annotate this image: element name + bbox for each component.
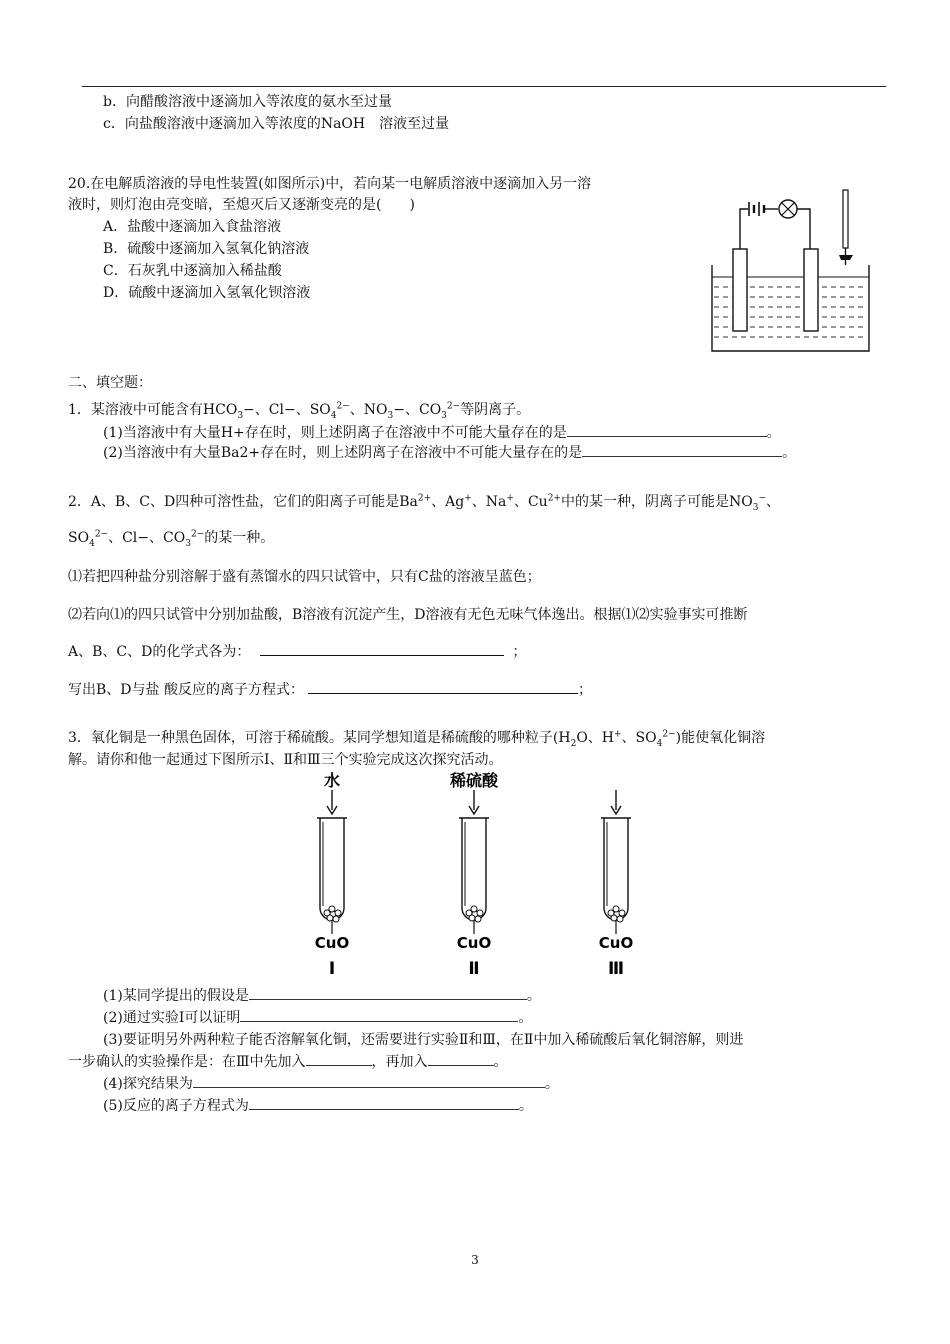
f3-s2-end: 。 (518, 1010, 533, 1026)
tube2-label: 稀硫酸 (449, 771, 499, 790)
f2-line4: ⑵若向⑴的四只试管中分别加盐酸，B溶液有沉淀产生，D溶液有无色无味气体逸出。根据⑴⑵实验事实可推断 (68, 607, 748, 623)
test-tube-3 (601, 818, 631, 934)
f2-line5-text: A、B、C、D的化学式各为： (68, 644, 251, 660)
f3-s2 (103, 1007, 532, 1027)
conductivity-apparatus-diagram (700, 185, 885, 360)
page-number: 3 (471, 1253, 479, 1267)
f2-line1: 2．A、B、C、D四种可溶性盐，它们的阳离子可能是$Ba^{2+}$、Ag+、Na+、$Cu^{2+}$中的某一种，阴离子可能是$NO_3^-$、 (68, 493, 780, 513)
f3-s1-text: (1)某同学提出的假设是 (103, 988, 249, 1004)
f3-s3-text-b: ，再加入 (371, 1054, 428, 1070)
tube3-cuo-label: CuO (598, 934, 634, 952)
f3-s4-text: (4)探究结果为 (103, 1076, 193, 1092)
tube1-cuo-label: CuO (314, 934, 350, 952)
tube1-label: 水 (323, 771, 341, 790)
f3-s3-second-blank[interactable] (428, 1051, 494, 1066)
prev-option-b: b．向醋酸溶液中逐滴加入等浓度的氨水至过量 (103, 94, 392, 110)
f2-line3: ⑴若把四种盐分别溶解于盛有蒸馏水的四只试管中，只有C盐的溶液呈蓝色； (68, 569, 541, 585)
f3-s3-end: 。 (493, 1054, 508, 1070)
f1-q2 (103, 442, 796, 462)
q20-option-c: C．石灰乳中逐滴加入稀盐酸 (103, 263, 282, 279)
f3-s3-first-blank[interactable] (306, 1051, 372, 1066)
f1-stem: 1．某溶液中可能含有$HCO_3-$、Cl−、$SO_4^{2-}$、$NO_3-$、$CO_3^{2-}$等阴离子。 (68, 401, 531, 421)
f3-s5-end: 。 (518, 1098, 533, 1114)
f2-line6-text: 写出B、D与盐 酸反应的离子方程式： (68, 682, 304, 698)
f3-line1: 3．氧化铜是一种黑色固体，可溶于稀硫酸。某同学想知道是稀硫酸的哪种粒子($H_2O$、H+、$SO_4^{2-}$)能使氧化铜溶 (68, 729, 766, 749)
f3-s4-answer-blank[interactable] (193, 1073, 545, 1088)
f1-q1-answer-blank[interactable] (567, 422, 767, 437)
f2-line5-end: ； (512, 644, 527, 660)
tube1-number: Ⅰ (328, 959, 336, 979)
f1-q2-end: 。 (782, 445, 797, 461)
q20-option-d: D．硫酸中逐滴加入氢氧化钡溶液 (103, 285, 311, 301)
test-tube-experiments-diagram (305, 768, 645, 980)
f3-s1 (103, 985, 541, 1005)
f2-line2: $SO_4^{2-}$、Cl−、$CO_3^{2-}$的某一种。 (68, 529, 275, 549)
f2-line5 (68, 641, 526, 661)
f3-s2-text: (2)通过实验Ⅰ可以证明 (103, 1010, 241, 1026)
q20-option-b: B．硫酸中逐滴加入氢氧化钠溶液 (103, 241, 310, 257)
f3-s3-text-a: 一步确认的实验操作是：在Ⅲ中先加入 (68, 1054, 306, 1070)
f3-s4 (103, 1073, 559, 1093)
f1-q2-answer-blank[interactable] (582, 442, 782, 457)
f1-q1-text: (1)当溶液中有大量H+存在时，则上述阴离子在溶液中不可能大量存在的是 (103, 425, 567, 441)
f3-s5 (103, 1095, 533, 1115)
q20-stem-line1: 20.在电解质溶液的导电性装置(如图所示)中，若向某一电解质溶液中逐滴加入另一溶 (68, 176, 592, 192)
prev-option-c: c．向盐酸溶液中逐滴加入等浓度的NaOH 溶液至过量 (103, 116, 450, 132)
header-rule (82, 86, 886, 87)
q20-option-a: A．盐酸中逐滴加入食盐溶液 (103, 219, 282, 235)
f3-s2-answer-blank[interactable] (240, 1007, 518, 1022)
f1-q1 (103, 422, 781, 442)
f2-equation-blank[interactable] (308, 679, 578, 694)
f2-formula-blank[interactable] (260, 641, 504, 656)
q20-stem-line2: 液时，则灯泡由亮变暗，至熄灭后又逐渐变亮的是( ) (68, 197, 415, 213)
f3-s4-end: 。 (544, 1076, 559, 1092)
section-heading: 二、填空题： (68, 375, 152, 391)
f3-s5-text: (5)反应的离子方程式为 (103, 1098, 249, 1114)
f3-s3-line2 (68, 1051, 508, 1071)
f2-line6 (68, 679, 592, 699)
test-tube-2 (459, 818, 489, 934)
f3-s1-end: 。 (526, 988, 541, 1004)
tube2-number: Ⅱ (468, 959, 480, 979)
tube3-number: Ⅲ (607, 959, 625, 979)
f3-s1-answer-blank[interactable] (249, 985, 527, 1000)
test-tube-1 (317, 818, 347, 934)
f3-s5-answer-blank[interactable] (249, 1095, 519, 1110)
f1-q2-text: (2)当溶液中有大量Ba2+存在时，则上述阴离子在溶液中不可能大量存在的是 (103, 445, 583, 461)
f3-line2: 解。请你和他一起通过下图所示Ⅰ、Ⅱ和Ⅲ三个实验完成这次探究活动。 (68, 752, 503, 768)
f2-line6-end: ； (577, 682, 592, 698)
f3-s3-line1: (3)要证明另外两种粒子能否溶解氧化铜，还需要进行实验Ⅱ和Ⅲ，在Ⅱ中加入稀硫酸后氧化铜溶解，则进 (103, 1032, 744, 1048)
tube2-cuo-label: CuO (456, 934, 492, 952)
f1-q1-end: 。 (766, 425, 781, 441)
